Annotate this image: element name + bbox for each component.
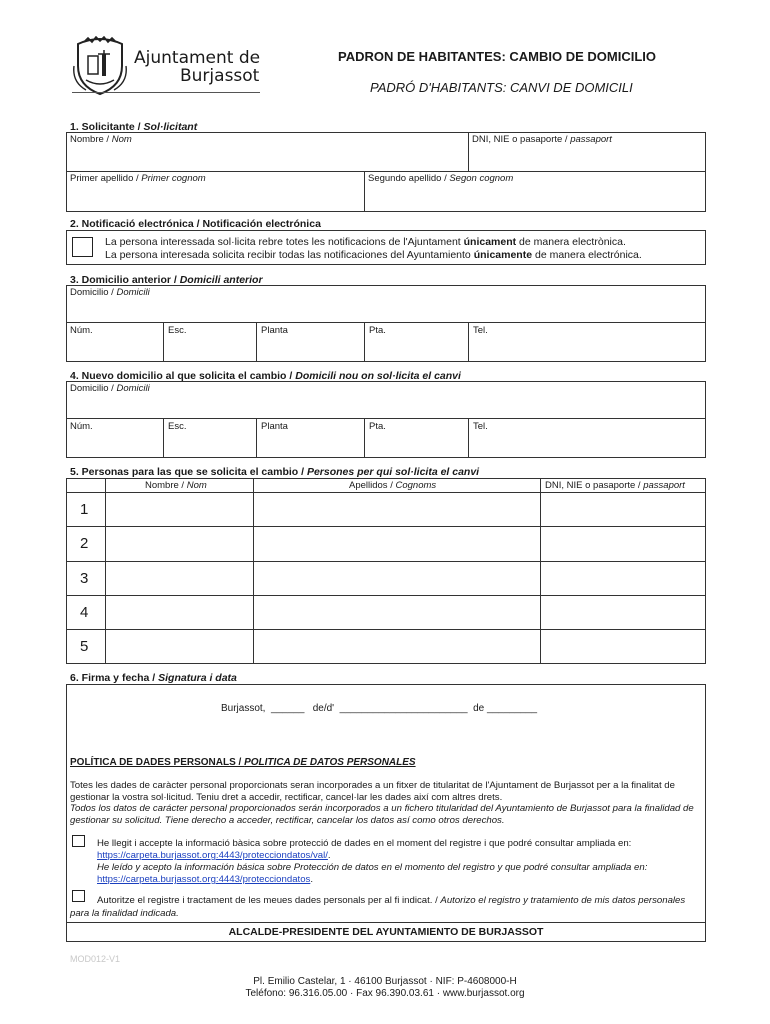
num-anterior-field[interactable]: Núm.	[70, 325, 93, 336]
col-apellidos-header: Apellidos / Cognoms	[349, 480, 437, 491]
logo	[72, 36, 262, 98]
section-3-box	[66, 285, 706, 362]
section-4-box	[66, 381, 706, 458]
row-number: 2	[80, 535, 89, 552]
data-policy-es: Todos los datos de carácter personal proporcionados serán incorporados a un fichero titularidad del Ayuntamiento de Burjassot para la finalidad de gestionar su solicitud. Tiene derecho a acceder, rectificar, cancelar los datos así como otros derechos.	[70, 803, 694, 826]
section-6-heading: 6. Firma y fecha / Signatura i data	[70, 672, 237, 684]
dni-field[interactable]: DNI, NIE o pasaporte / passaport	[472, 134, 612, 145]
data-policy-ca: Totes les dades de caràcter personal proporcionats seran incorporades a un fitxer de titularitat de l'Ajuntament de Burjassot per a la finalitat de gestionar la vostra sol·licitud. Teniu dret a accedir, rectificar, cancel·lar les dades així com altres drets.	[70, 780, 675, 803]
primer-apellido-field[interactable]: Primer apellido / Primer cognom	[70, 173, 206, 184]
section-3-heading: 3. Domicilio anterior / Domicili anterior	[70, 274, 263, 286]
notificacion-text-ca: La persona interessada sol·licita rebre totes les notificacions de l'Ajuntament únicament de manera electrònica.	[105, 236, 626, 248]
footer-address: Pl. Emilio Castelar, 1 · 46100 Burjassot · NIF: P-4608000-H	[253, 976, 517, 987]
esc-anterior-field[interactable]: Esc.	[168, 325, 187, 336]
esc-nuevo-field[interactable]: Esc.	[168, 421, 187, 432]
policy-link-ca[interactable]: https://carpeta.burjassot.org:4443/protecciondatos/val/	[97, 850, 328, 861]
row-number: 4	[80, 604, 89, 621]
nombre-field[interactable]: Nombre / Nom	[70, 134, 132, 145]
accept-info-checkbox[interactable]	[72, 835, 85, 847]
logo-text-line2: Burjassot	[180, 66, 260, 86]
form-code: MOD012-V1	[70, 954, 121, 964]
planta-nuevo-field[interactable]: Planta	[261, 421, 288, 432]
authorize-text: Autoritze el registre i tractament de les meues dades personals per al fi indicat. / Autorizo el registro y tratamiento de mis datos personales para la finalidad indicada.	[70, 895, 686, 919]
persons-table	[66, 478, 706, 664]
planta-anterior-field[interactable]: Planta	[261, 325, 288, 336]
section-1-heading: 1. Solicitante / Sol·licitant	[70, 121, 198, 133]
segundo-apellido-field[interactable]: Segundo apellido / Segon cognom	[368, 173, 514, 184]
accept-info-ca: He llegit i accepte la informació bàsica sobre protecció de dades en el moment del registre i que podré consultar ampliada en:	[97, 838, 632, 849]
row-number: 3	[80, 570, 89, 587]
policy-link-es[interactable]: https://carpeta.burjassot.org:4443/protecciondatos	[97, 874, 311, 885]
pta-nuevo-field[interactable]: Pta.	[369, 421, 386, 432]
logo-text-line1: Ajuntament de	[134, 48, 261, 68]
tel-anterior-field[interactable]: Tel.	[473, 325, 488, 336]
row-number: 5	[80, 638, 89, 655]
coat-of-arms-icon	[72, 36, 128, 96]
accept-info-es: He leído y acepto la información básica sobre Protección de datos en el momento del registro y que podré consultar ampliada en:	[97, 862, 648, 873]
title-ca: PADRÓ D'HABITANTS: CANVI DE DOMICILI	[370, 80, 633, 95]
section-5-heading: 5. Personas para las que se solicita el cambio / Persones per qui sol·licita el canvi	[70, 466, 480, 478]
col-nombre-header: Nombre / Nom	[145, 480, 207, 491]
logo-underline	[72, 92, 260, 93]
date-line[interactable]: Burjassot, ______ de/d' _______________________ de _________	[221, 703, 538, 714]
domicilio-nuevo-field[interactable]: Domicilio / Domicili	[70, 383, 150, 394]
row-number: 1	[80, 501, 89, 518]
col-dni-header: DNI, NIE o pasaporte / passaport	[545, 480, 685, 491]
title-es: PADRON DE HABITANTES: CAMBIO DE DOMICILIO	[338, 49, 657, 64]
section-4-heading: 4. Nuevo domicilio al que solicita el cambio / Domicili nou on sol·licita el canvi	[70, 370, 461, 382]
num-nuevo-field[interactable]: Núm.	[70, 421, 93, 432]
domicilio-anterior-field[interactable]: Domicilio / Domicili	[70, 287, 150, 298]
accept-info-text: He llegit i accepte la informació bàsica sobre protecció de dades en el moment del registre i que podré consultar ampliada en: https://carpeta.burjassot.org:4443/protecciondatos/val/. He leído y acepto la información básica sobre Protección de datos en el momento del registro y que podré consultar ampliada en: https://carpeta.burjassot.org:4443/protecciondatos.	[97, 838, 702, 886]
section-2-heading: 2. Notificació electrónica / Notificación electrónica	[70, 218, 321, 230]
alcalde-bar: ALCALDE-PRESIDENTE DEL AYUNTAMIENTO DE BURJASSOT	[228, 926, 544, 938]
tel-nuevo-field[interactable]: Tel.	[473, 421, 488, 432]
data-policy-heading: POLÍTICA DE DADES PERSONALS / POLITICA DE DATOS PERSONALES	[70, 757, 416, 768]
pta-anterior-field[interactable]: Pta.	[369, 325, 386, 336]
notificacion-text-es: La persona interesada solicita recibir todas las notificaciones del Ayuntamiento únicamente de manera electrónica.	[105, 249, 642, 261]
notificacion-checkbox[interactable]	[72, 237, 93, 257]
footer-contact: Teléfono: 96.316.05.00 · Fax 96.390.03.61 · www.burjassot.org	[245, 988, 525, 999]
